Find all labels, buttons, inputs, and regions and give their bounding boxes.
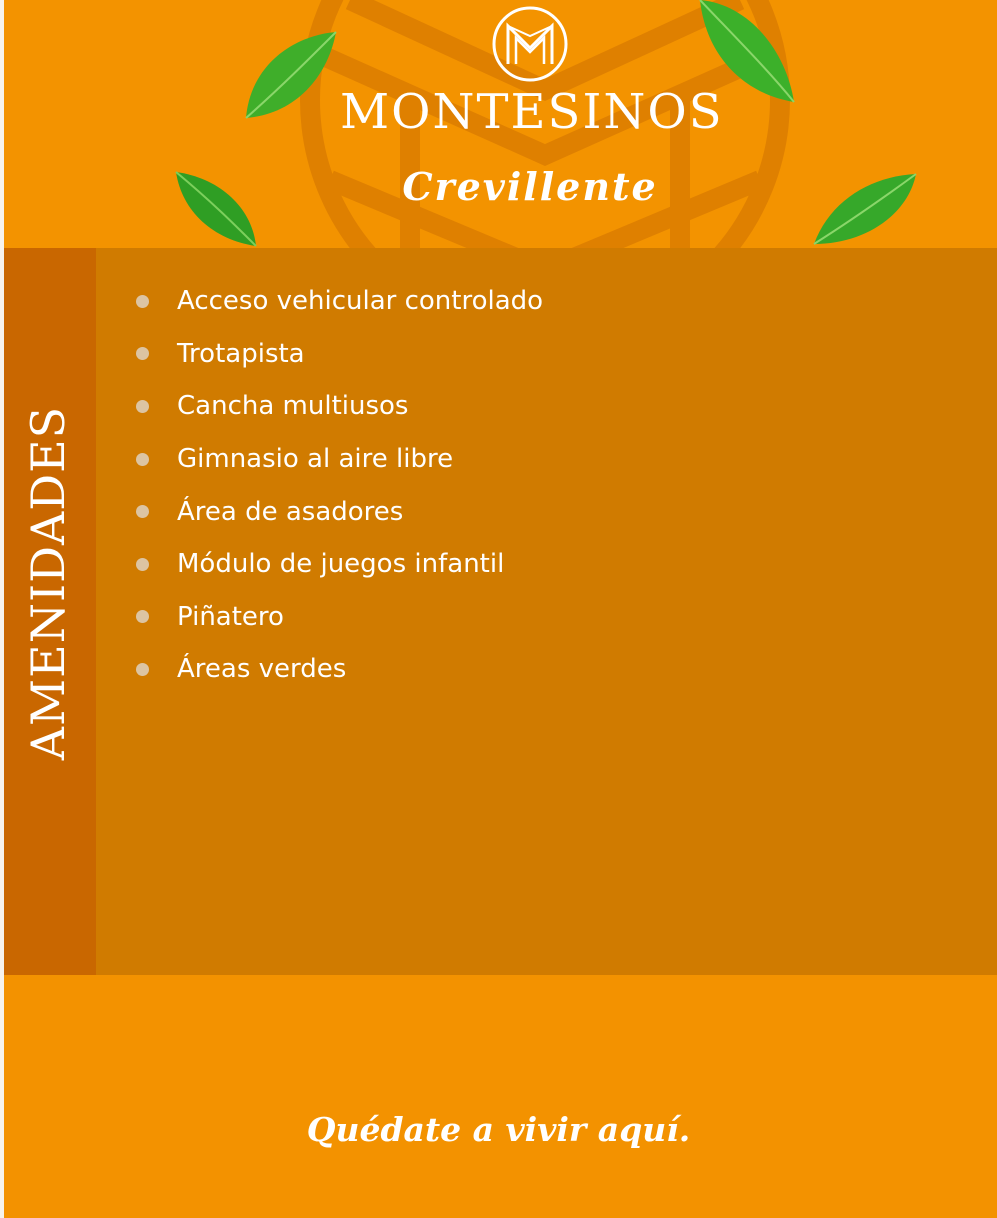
amenity-label: Gimnasio al aire libre — [177, 444, 454, 475]
leaf-icon — [240, 28, 340, 123]
page-edge — [0, 0, 4, 1218]
bullet-icon — [136, 505, 149, 518]
list-item — [136, 643, 543, 696]
leaf-icon — [172, 168, 258, 248]
amenities-list — [136, 275, 543, 696]
list-item — [136, 485, 543, 538]
list-item — [136, 538, 543, 591]
montesinos-logo-icon — [490, 4, 570, 84]
bullet-icon — [136, 453, 149, 466]
bullet-icon — [136, 347, 149, 360]
leaf-icon — [698, 0, 796, 104]
amenity-label: Acceso vehicular controlado — [177, 286, 544, 317]
bullet-icon — [136, 610, 149, 623]
amenities-title: AMENIDADES — [21, 405, 75, 761]
amenity-label: Piñatero — [177, 601, 284, 632]
amenities-section — [0, 248, 997, 975]
list-item — [136, 591, 543, 644]
amenity-label: Áreas verdes — [177, 654, 347, 685]
bullet-icon — [136, 558, 149, 571]
bullet-icon — [136, 295, 149, 308]
footer — [0, 975, 997, 1218]
amenity-label: Módulo de juegos infantil — [177, 549, 505, 580]
list-item — [136, 433, 543, 486]
list-item — [136, 380, 543, 433]
tagline: Quédate a vivir aquí. — [306, 1110, 691, 1149]
brand-subtitle: Crevillente — [402, 164, 658, 209]
bullet-icon — [136, 400, 149, 413]
amenity-label: Cancha multiusos — [177, 391, 409, 422]
list-item — [136, 328, 543, 381]
amenity-label: Área de asadores — [177, 496, 404, 527]
leaf-icon — [812, 172, 918, 248]
list-item — [136, 275, 543, 328]
amenity-label: Trotapista — [177, 338, 305, 369]
bullet-icon — [136, 663, 149, 676]
header — [0, 0, 997, 248]
brand-name: MONTESINOS — [340, 84, 724, 140]
